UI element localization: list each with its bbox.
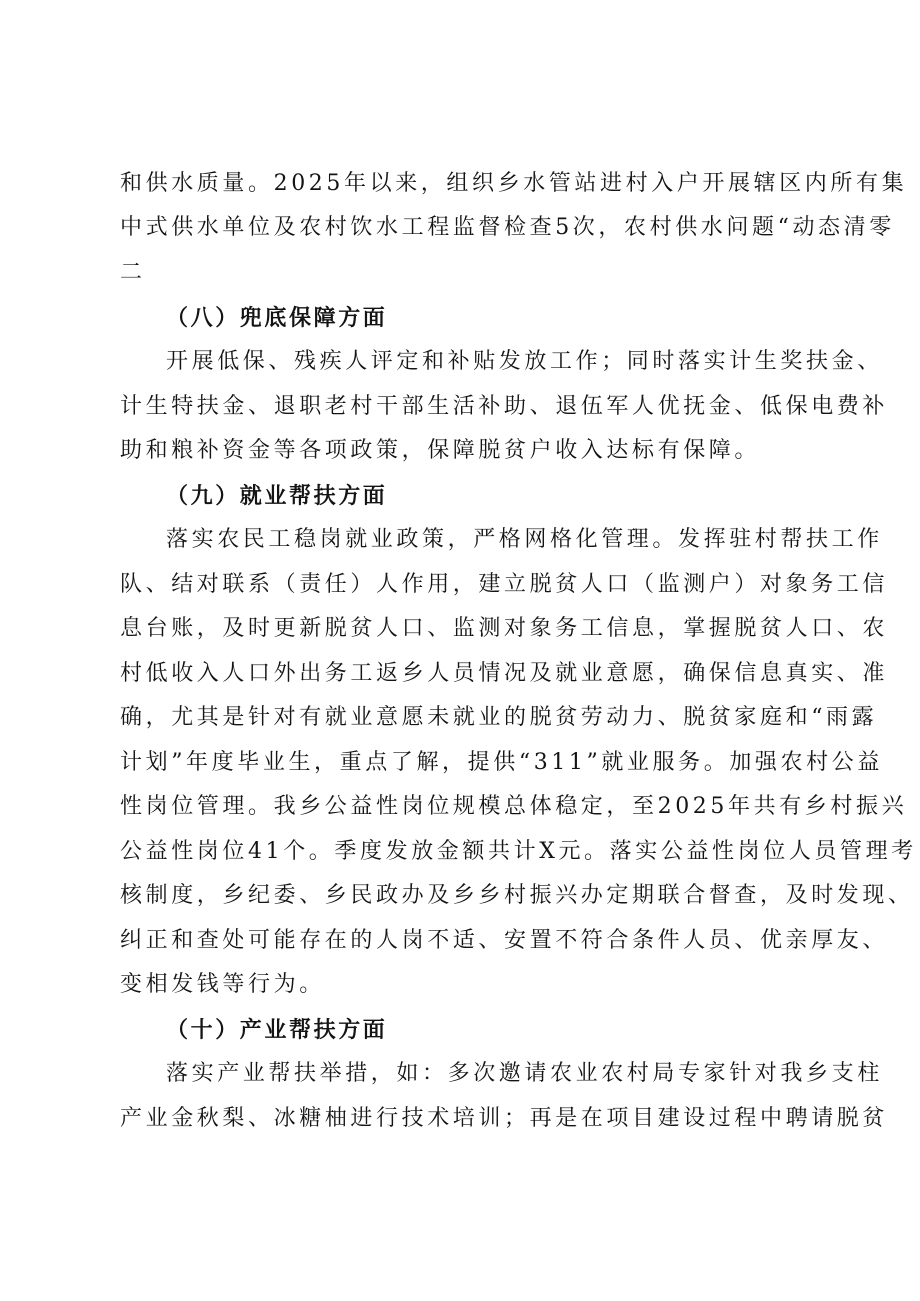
paragraph-line: 纠正和查处可能存在的人岗不适、安置不符合条件人员、优亲厚友、 [120,928,889,953]
section-heading-10: （十）产业帮扶方面 [166,1017,388,1043]
paragraph-line: 性岗位管理。我乡公益性岗位规模总体稳定，至2025年共有乡村振兴 [120,794,908,819]
section-heading-9: （九）就业帮扶方面 [166,483,388,509]
paragraph-line: 核制度，乡纪委、乡民政办及乡乡村振兴办定期联合督查，及时发现、 [120,883,914,908]
paragraph-line: 助和粮补资金等各项政策，保障脱贫户收入达标有保障。 [120,438,761,463]
paragraph-line: 确，尤其是针对有就业意愿未就业的脱贫劳动力、脱贫家庭和“雨露 [120,705,878,730]
section-heading-8: （八）兜底保障方面 [166,305,388,331]
paragraph-line: 计划”年度毕业生，重点了解，提供“311”就业服务。加强农村公益 [120,750,883,775]
paragraph-line: 落实产业帮扶举措，如：多次邀请农业农村局专家针对我乡支柱 [166,1061,883,1086]
paragraph-line: 落实农民工稳岗就业政策，严格网格化管理。发挥驻村帮扶工作 [166,527,883,552]
paragraph-line: 产业金秋梨、冰糖柚进行技术培训；再是在项目建设过程中聘请脱贫 [120,1106,889,1131]
paragraph-line: 和供水质量。2025年以来，组织乡水管站进村入户开展辖区内所有集 [120,171,908,196]
paragraph-line: 公益性岗位41个。季度发放金额共计X元。落实公益性岗位人员管理考 [120,839,917,864]
paragraph-line: 村低收入人口外出务工返乡人员情况及就业意愿，确保信息真实、准 [120,661,889,686]
paragraph-line: 开展低保、残疾人评定和补贴发放工作；同时落实计生奖扶金、 [166,349,883,374]
paragraph-line: 队、结对联系（责任）人作用，建立脱贫人口（监测户）对象务工信 [120,572,889,597]
paragraph-line: 中式供水单位及农村饮水工程监督检查5次，农村供水问题“动态清零 [120,215,895,240]
paragraph-line: 计生特扶金、退职老村干部生活补助、退伍军人优抚金、低保电费补 [120,394,889,419]
paragraph-line: 变相发钱等行为。 [120,972,325,997]
paragraph-line: 息台账，及时更新脱贫人口、监测对象务工信息，掌握脱贫人口、农 [120,616,889,641]
paragraph-line: 二 [120,260,146,285]
